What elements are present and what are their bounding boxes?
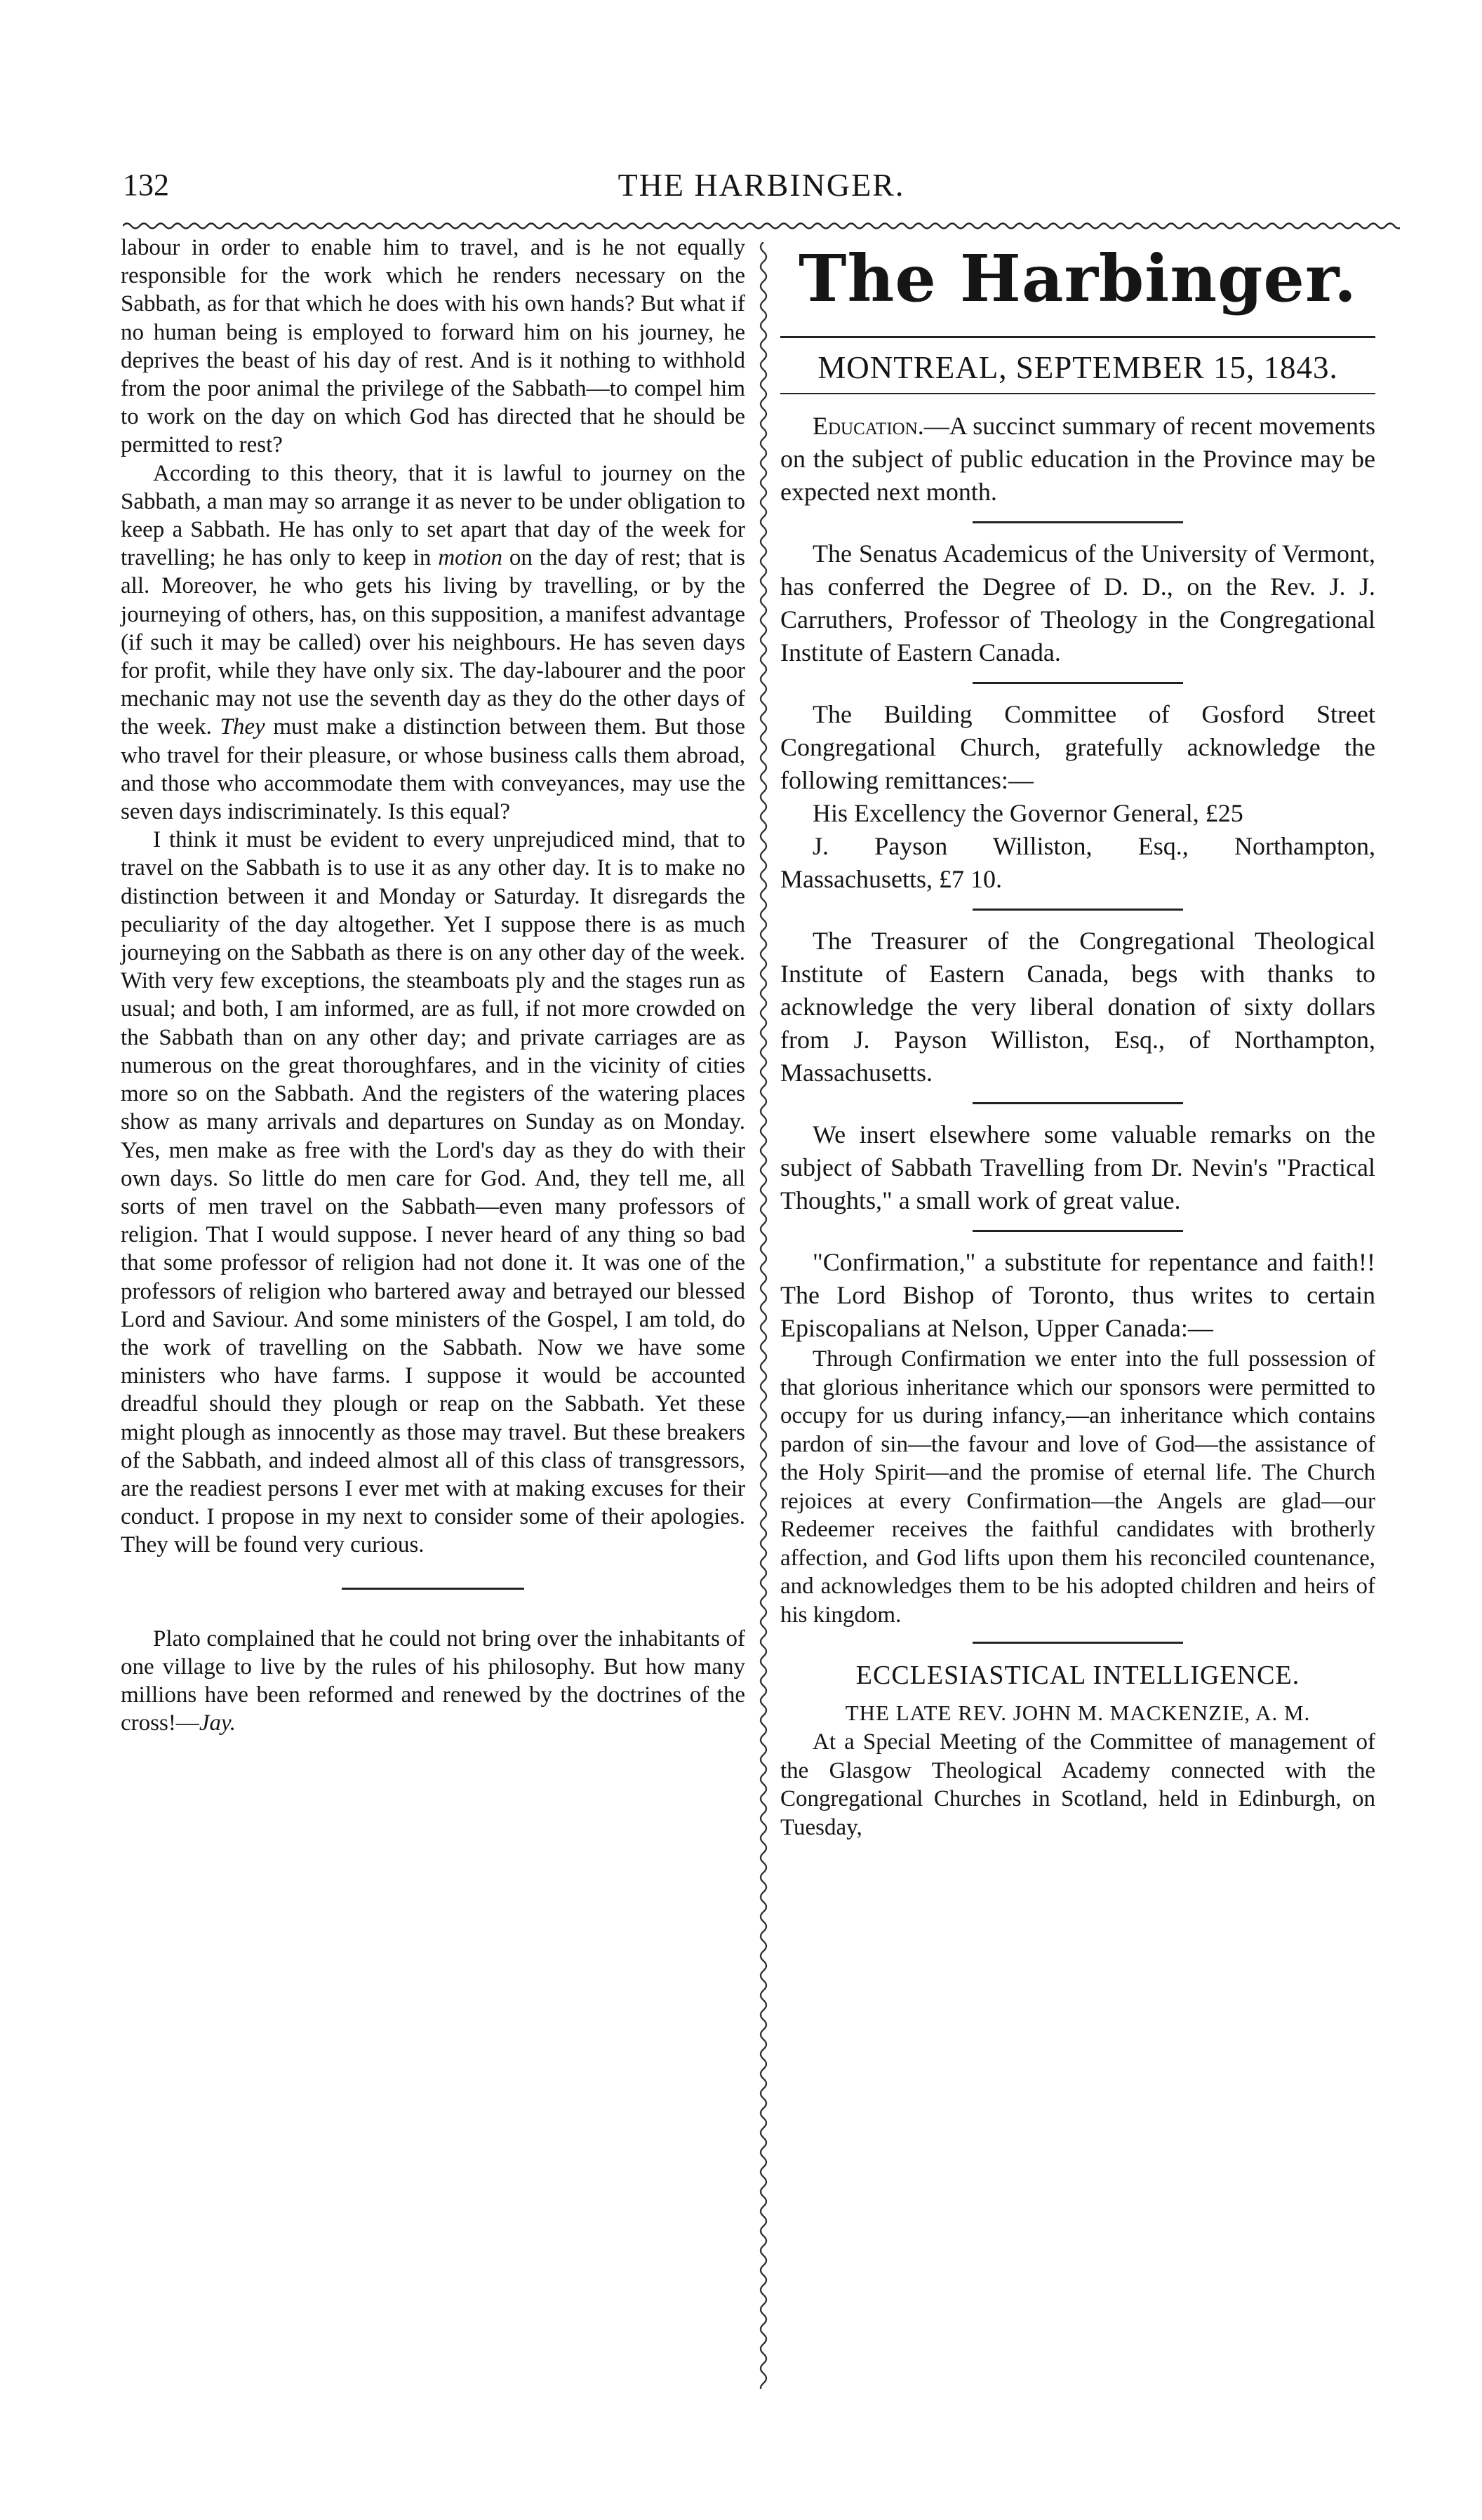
column-divider <box>756 242 771 2389</box>
masthead: The Harbinger. <box>799 241 1357 316</box>
remittance-2: J. Payson Williston, Esq., Northampton, Massachusetts, £7 10. <box>780 832 1375 893</box>
item-rule <box>973 1102 1183 1104</box>
item-rule <box>973 682 1183 684</box>
item-rule <box>973 1642 1183 1644</box>
confirmation-item: "Confirmation," a substitute for repentance and faith!! The Lord Bishop of Toronto, thus writes to certain Episcopalians at Nelson, Upper Canada:— <box>780 1248 1375 1342</box>
bishop-quote: Through Confirmation we enter into the full possession of that glorious inheritance which our sponsors were permitted to occupy for us during infancy,—an inheritance which contains pardon of sin—the favour and love of God—the assistance of the Holy Spirit—and the promise of eternal life. The Church rejoices at every Confirmation—the Angels are glad—our Redeemer receives the faithful candidates with brotherly affection, and God lifts upon them his reconciled countenance, and acknowledges them to be his adopted children and heirs of his kingdom. <box>780 1346 1375 1628</box>
education-label: Education. <box>813 412 924 440</box>
plato-text: Plato complained that he could not bring over the inhabitants of one village to live by the rules of his philosophy. But how many millions have been reformed and renewed by the doctrines of the cross!— <box>121 1626 745 1736</box>
remittance-1: His Excellency the Governor General, £25 <box>813 799 1243 827</box>
plato-paragraph <box>121 1625 745 1738</box>
left-column <box>121 234 745 1737</box>
education-item <box>780 410 1375 509</box>
education-text: —A succinct summary of recent movements on the subject of public education in the Province may be expected next month. <box>780 412 1375 506</box>
p2-text-c: must make a distinction between them. But those who travel for their pleasure, or whose business calls them abroad, and those who accommodate them with conveyances, may use the seven days indiscriminately. Is this equal? <box>121 714 745 825</box>
dateline-rule <box>780 393 1375 394</box>
p2-text-a: According to this theory, that it is lawful to journey on the Sabbath, a man may so arrange it as never to be under obligation to keep a Sabbath. He has only to set apart that day of the week for travelling; he has only to keep in <box>121 460 745 571</box>
obituary-heading: THE LATE REV. JOHN M. MACKENZIE, A. M. <box>845 1701 1311 1725</box>
item-rule <box>973 909 1183 911</box>
ecclesiastical-heading: ECCLESIASTICAL INTELLIGENCE. <box>855 1661 1300 1690</box>
p2-text-b: on the day of rest; that is all. Moreover, he who gets his living by travelling, or by the journeying of others, has, on this supposition, a manifest advantage (if such it may be called) over his neighbours. He has seven days for profit, while they have only six. The day-labourer and the poor mechanic may not use the seventh day as they do the other days of the week. <box>121 545 746 740</box>
sabbath-paragraph-3: I think it must be evident to every unprejudiced mind, that to travel on the Sabbath is to use it as any other day. It is to make no distinction between it and Monday or Saturday. It disregards the peculiarity of the day altogether. Yet I suppose there is as much journeying on the Sabbath as there is on any other day of the week. With very few exceptions, the steamboats ply and the stages run as usual; and both, I am informed, are as full, if not more crowded on the Sabbath than on any other day; and private carriages are as numerous on the great thoroughfares, and in the vicinity of cities more so on the Sabbath. And the registers of the watering places show as many arrivals and departures on Sunday as on Monday. Yes, men make as free with the Lord's day as they do with their own days. So little do men care for God. And, they tell me, all sorts of men travel on the Sabbath—even many professors of religion. That I would suppose. I never heard of any thing so bad that some professor of religion had not done it. It was one of the professors of religion who bartered away and betrayed our blessed Lord and Saviour. And some ministers of the Gospel, I am told, do the work of travelling on the Sabbath. Now we have some ministers who have farms. I suppose it would be accounted dreadful should they plough or reap on the Sabbath. Yet these might plough as innocently as those may travel. But these breakers of the Sabbath, and indeed almost all of this class of transgressors, are the readiest persons I ever met with at making excuses for their conduct. I propose in my next to consider some of their apologies. They will be found very curious. <box>121 827 745 1558</box>
p2-italic-motion: motion <box>438 545 502 571</box>
masthead-rule <box>780 336 1375 338</box>
insert-item: We insert elsewhere some valuable remarks on the subject of Sabbath Travelling from Dr. Nevin's "Practical Thoughts," a small work of great value. <box>780 1120 1375 1214</box>
item-rule <box>973 1230 1183 1232</box>
sabbath-paragraph-2 <box>121 460 745 826</box>
senatus-item: The Senatus Academicus of the University of Vermont, has conferred the Degree of D. D., on the Rev. J. J. Carruthers, Professor of Theology in the Congregational Institute of Eastern Canada. <box>780 539 1375 666</box>
section-rule <box>342 1588 524 1590</box>
running-title: THE HARBINGER. <box>618 167 905 203</box>
dateline: MONTREAL, SEPTEMBER 15, 1843. <box>817 350 1338 385</box>
p2-italic-they: They <box>220 714 265 740</box>
treasurer-item: The Treasurer of the Congregational Theological Institute of Eastern Canada, begs with thanks to acknowledge the very liberal donation of sixty dollars from J. Payson Williston, Esq., of Northampton, Massachusetts. <box>780 927 1375 1087</box>
meeting-item: At a Special Meeting of the Committee of management of the Glasgow Theological Academy connected with the Congregational Churches in Scotland, held in Edinburgh, on Tuesday, <box>780 1729 1375 1840</box>
item-rule <box>973 521 1183 523</box>
sabbath-paragraph-1: labour in order to enable him to travel, and is he not equally responsible for the work which he renders necessary on the Sabbath, as for that which he does with his own hands? But what if no human being is employed to forward him on his journey, he deprives the beast of his day of rest. And is it nothing to withhold from the poor animal the privilege of the Sabbath—to compel him to work on the day on which God has directed that he should be permitted to rest? <box>121 235 745 458</box>
page-header <box>123 166 1400 215</box>
header-wavy-rule <box>123 220 1400 232</box>
right-column <box>780 234 1375 1842</box>
building-committee-item: The Building Committee of Gosford Street Congregational Church, gratefully acknowledge the following remittances:— <box>780 700 1375 794</box>
plato-signature: Jay. <box>199 1710 236 1736</box>
page-number: 132 <box>123 168 169 202</box>
